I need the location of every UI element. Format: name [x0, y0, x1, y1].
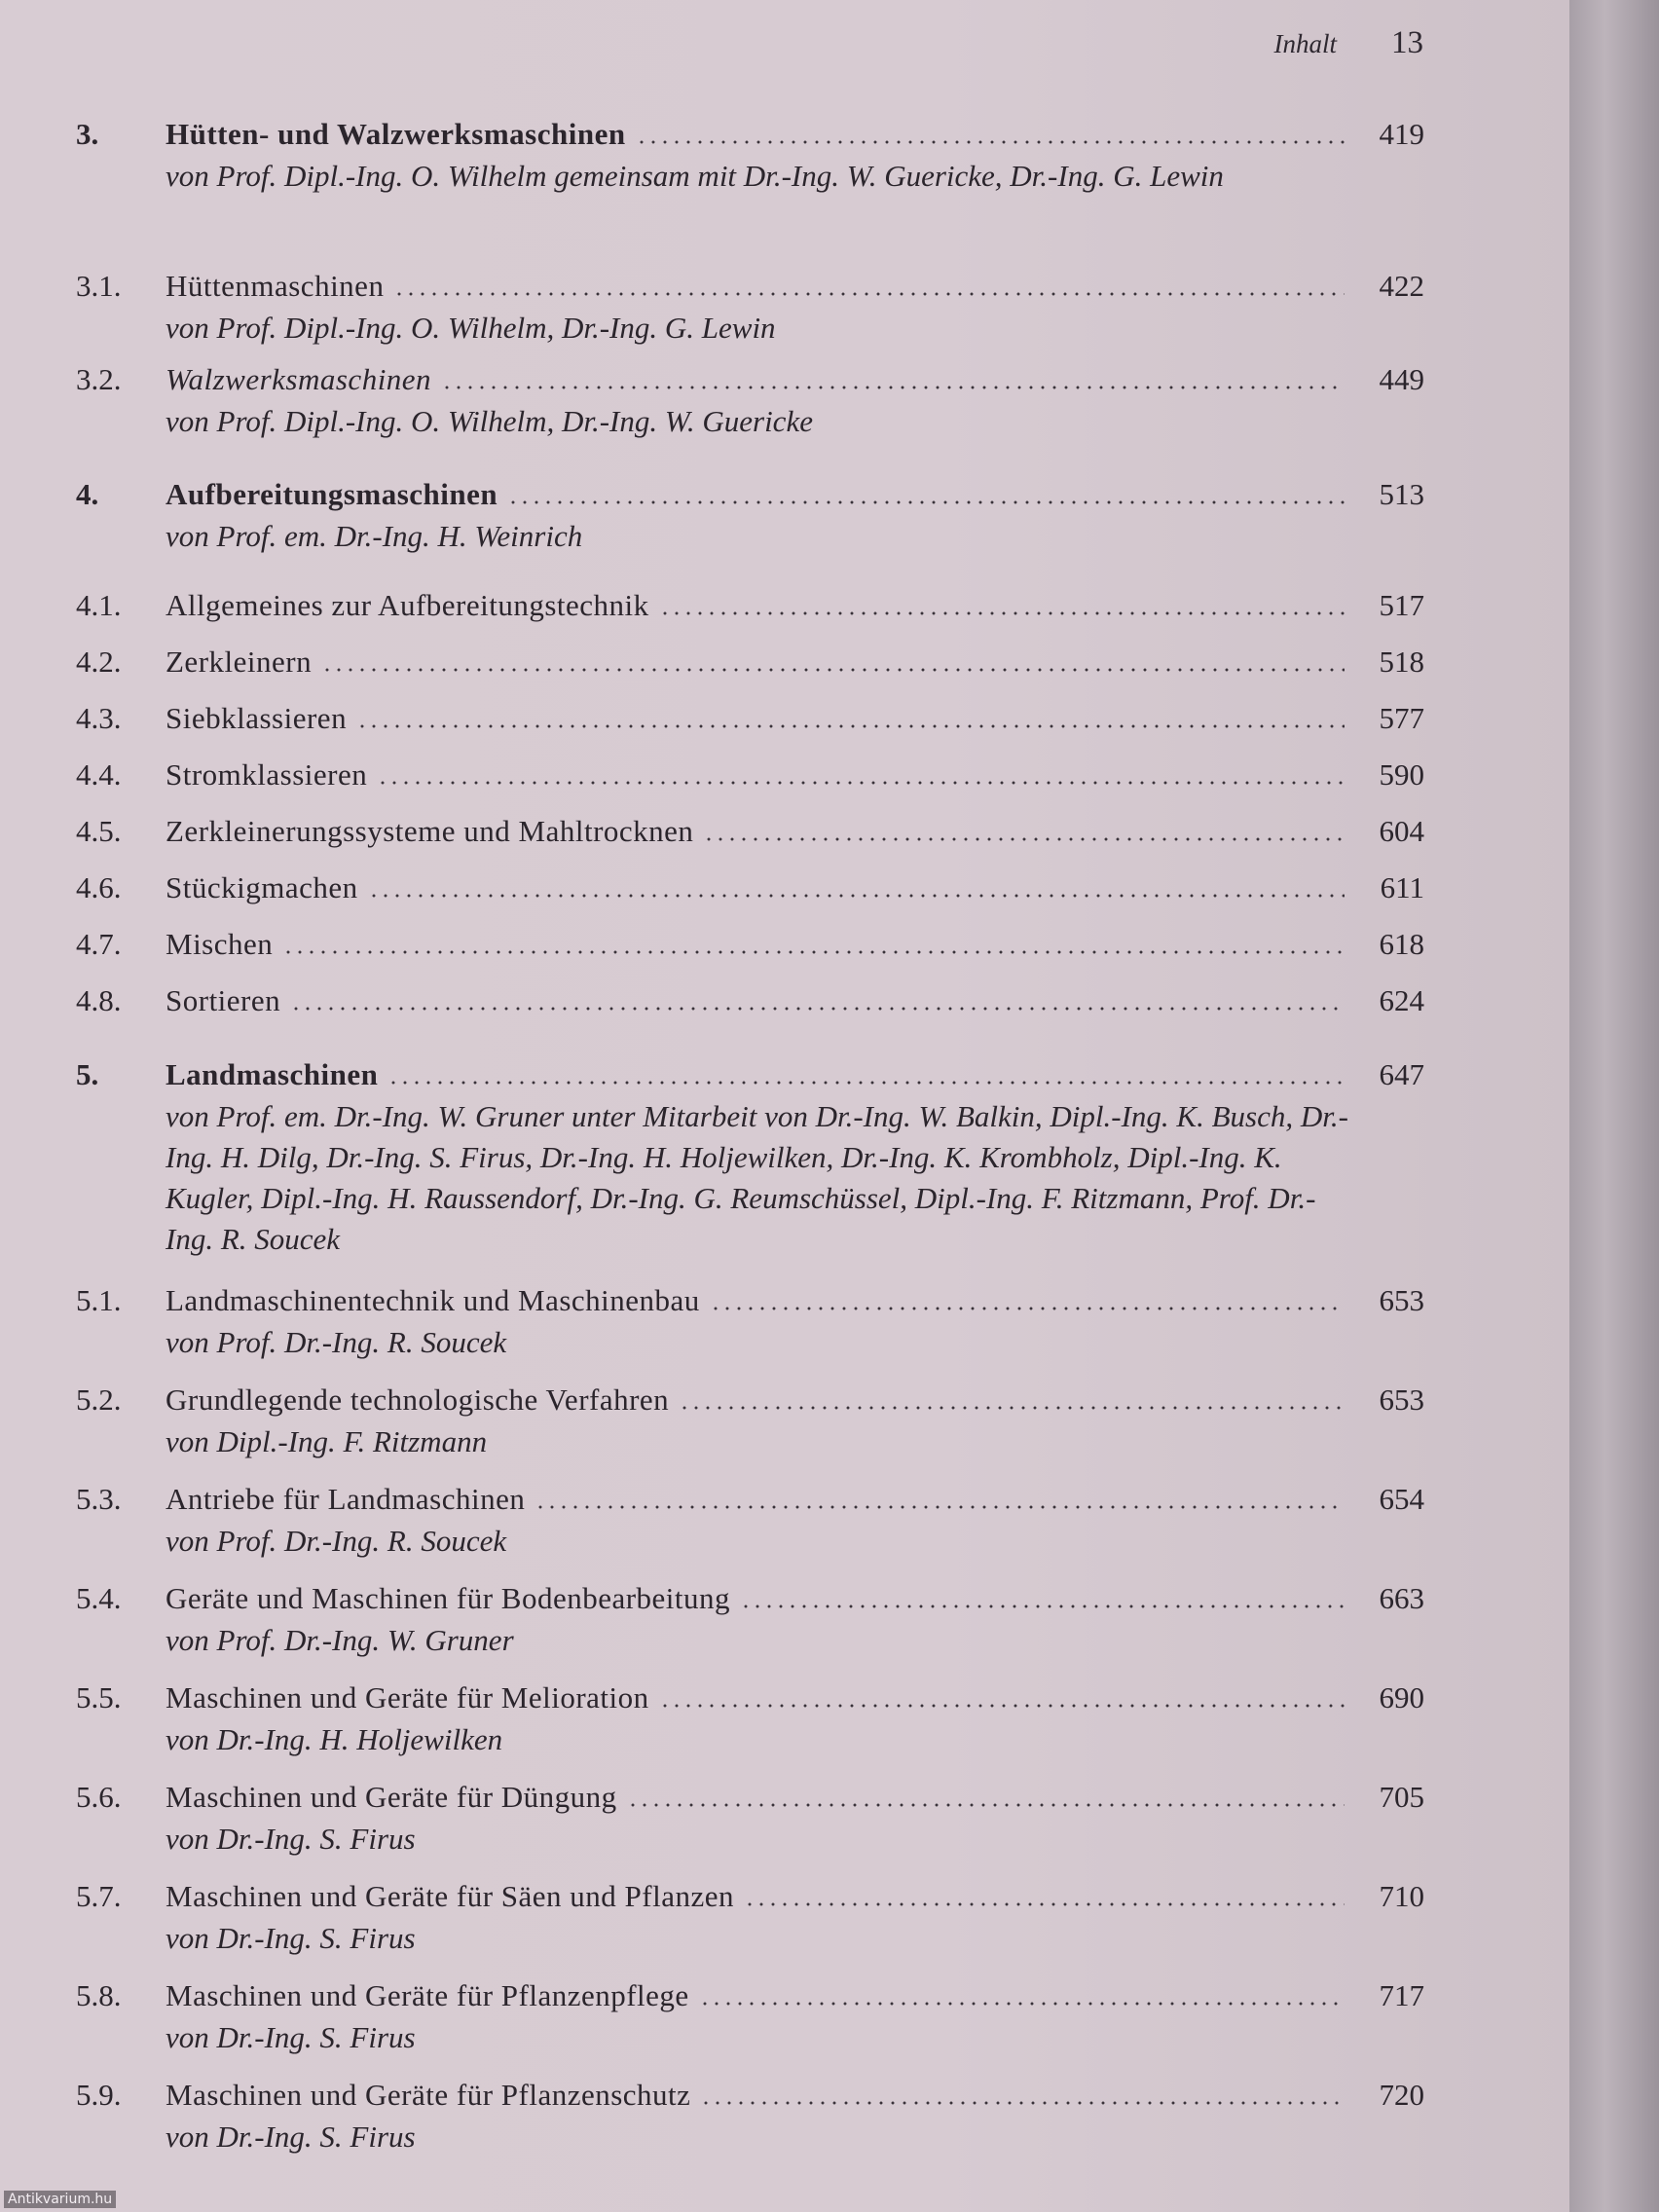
- page-ref: 419: [1379, 117, 1424, 151]
- running-header: [1274, 25, 1424, 61]
- leader-dots: [356, 724, 1345, 728]
- toc-entry: [76, 927, 1424, 962]
- section-title: Hütten- und Walzwerksmaschinen: [166, 117, 626, 151]
- section-number: 3.1.: [76, 269, 122, 303]
- toc-entry: [76, 757, 1424, 793]
- page-ref: 624: [1379, 983, 1424, 1017]
- section-title: Antriebe für Landmaschinen: [166, 1482, 526, 1516]
- section-number: 5.4.: [76, 1581, 122, 1615]
- section-author: von Prof. Dr.-Ing. W. Gruner: [166, 1623, 514, 1657]
- toc-entry: [76, 701, 1424, 736]
- leader-dots: [679, 1406, 1345, 1410]
- leader-dots: [535, 1505, 1345, 1509]
- section-number: 4.2.: [76, 645, 122, 679]
- section-title: Zerkleinern: [166, 645, 313, 679]
- section-number: 4.3.: [76, 701, 122, 735]
- section-number: 4.8.: [76, 983, 122, 1017]
- toc-entry: [76, 1382, 1424, 1462]
- leader-dots: [740, 1604, 1345, 1608]
- section-title: Maschinen und Geräte für Melioration: [166, 1680, 649, 1714]
- page-ref: 518: [1379, 645, 1424, 679]
- section-title: Maschinen und Geräte für Düngung: [166, 1780, 617, 1814]
- section-number: 5.3.: [76, 1482, 122, 1516]
- leader-dots: [659, 1704, 1345, 1708]
- toc-entry: [76, 1680, 1424, 1760]
- page-ref: 663: [1379, 1581, 1424, 1615]
- page-ref: 720: [1379, 2078, 1424, 2112]
- section-number: 5.1.: [76, 1283, 122, 1317]
- section-number: 5.: [76, 1057, 99, 1091]
- section-title: Maschinen und Geräte für Pflanzenpflege: [166, 1978, 689, 2012]
- section-title: Maschinen und Geräte für Säen und Pflanzen: [166, 1879, 734, 1913]
- section-number: 3.2.: [76, 362, 122, 396]
- leader-dots: [627, 1803, 1345, 1807]
- section-title: Geräte und Maschinen für Bodenbearbeitung: [166, 1581, 731, 1615]
- page-ref: 717: [1379, 1978, 1424, 2012]
- page-ref: 618: [1379, 927, 1424, 961]
- section-title: Aufbereitungsmaschinen: [166, 477, 498, 511]
- toc-entry: [76, 1057, 1424, 1260]
- section-author: von Prof. Dr.-Ing. R. Soucek: [166, 1524, 507, 1558]
- section-title: Landmaschinen: [166, 1057, 379, 1091]
- section-number: 5.9.: [76, 2078, 122, 2112]
- leader-dots: [507, 500, 1345, 504]
- leader-dots: [659, 611, 1345, 615]
- leader-dots: [441, 386, 1345, 389]
- page-ref: 604: [1379, 814, 1424, 848]
- section-author: von Prof. em. Dr.-Ing. W. Gruner unter Mitarbeit von Dr.-Ing. W. Balkin, Dipl.-Ing. K. Busch, Dr.-Ing. H. Dilg, Dr.-Ing. S. Firus, Dr.-Ing. H. Holjewilken, Dr.-Ing. K. Krombholz, Dipl.-Ing. K. Kugler, Dipl.-Ing. H. Raussendorf, Dr.-Ing. G. Reumschüssel, Dipl.-Ing. F. Ritzmann, Prof. Dr.-Ing. R. Soucek: [166, 1099, 1348, 1256]
- leader-dots: [282, 950, 1345, 954]
- page-edge: [1569, 0, 1659, 2212]
- toc-entry: [76, 117, 1424, 197]
- section-author: von Prof. Dr.-Ing. R. Soucek: [166, 1325, 507, 1359]
- page-ref: 611: [1380, 870, 1424, 904]
- leader-dots: [377, 781, 1345, 785]
- section-title: Mischen: [166, 927, 274, 961]
- section-title: Siebklassieren: [166, 701, 348, 735]
- section-number: 4.4.: [76, 757, 122, 792]
- section-title: Zerkleinerungssysteme und Mahltrocknen: [166, 814, 694, 848]
- toc-entry: [76, 477, 1424, 557]
- toc-entry: [76, 362, 1424, 442]
- section-number: 4.: [76, 477, 99, 511]
- section-author: von Dr.-Ing. S. Firus: [166, 2120, 416, 2154]
- section-title: Stromklassieren: [166, 757, 368, 792]
- leader-dots: [393, 292, 1345, 296]
- section-title: Allgemeines zur Aufbereitungstechnik: [166, 588, 649, 622]
- section-number: 5.8.: [76, 1978, 122, 2012]
- toc-entry: [76, 814, 1424, 849]
- section-number: 4.5.: [76, 814, 122, 848]
- leader-dots: [368, 894, 1345, 898]
- header-title: Inhalt: [1273, 29, 1337, 58]
- toc-entry: [76, 1283, 1424, 1363]
- header-page-number: 13: [1391, 25, 1423, 60]
- section-number: 5.5.: [76, 1680, 122, 1714]
- toc-entry: [76, 645, 1424, 680]
- page-ref: 705: [1379, 1780, 1424, 1814]
- leader-dots: [699, 2002, 1345, 2006]
- section-author: von Dr.-Ing. H. Holjewilken: [166, 1722, 503, 1756]
- leader-dots: [636, 140, 1345, 144]
- section-author: von Prof. Dipl.-Ing. O. Wilhelm gemeinsam mit Dr.-Ing. W. Guericke, Dr.-Ing. G. Lewin: [166, 159, 1224, 193]
- page-ref: 710: [1379, 1879, 1424, 1913]
- section-number: 4.7.: [76, 927, 122, 961]
- section-title: Sortieren: [166, 983, 281, 1017]
- page-ref: 422: [1379, 269, 1424, 303]
- section-number: 4.6.: [76, 870, 122, 904]
- section-title: Maschinen und Geräte für Pflanzenschutz: [166, 2078, 691, 2112]
- page-ref: 654: [1379, 1482, 1424, 1516]
- section-author: von Prof. Dipl.-Ing. O. Wilhelm, Dr.-Ing. W. Guericke: [166, 404, 813, 438]
- leader-dots: [321, 668, 1345, 672]
- section-number: 5.6.: [76, 1780, 122, 1814]
- section-number: 5.7.: [76, 1879, 122, 1913]
- page-ref: 513: [1379, 477, 1424, 511]
- page-ref: 647: [1379, 1057, 1424, 1091]
- page-ref: 690: [1379, 1680, 1424, 1714]
- leader-dots: [700, 2101, 1345, 2105]
- toc-entry: [76, 870, 1424, 905]
- leader-dots: [710, 1307, 1345, 1310]
- section-author: von Dipl.-Ing. F. Ritzmann: [166, 1424, 488, 1458]
- section-title: Stückigmachen: [166, 870, 358, 904]
- leader-dots: [744, 1902, 1345, 1906]
- leader-dots: [703, 837, 1345, 841]
- toc-entry: [76, 588, 1424, 623]
- page-ref: 577: [1379, 701, 1424, 735]
- toc-entry: [76, 983, 1424, 1018]
- toc-entry: [76, 1978, 1424, 2058]
- section-author: von Dr.-Ing. S. Firus: [166, 1921, 416, 1955]
- leader-dots: [290, 1007, 1345, 1011]
- section-author: von Dr.-Ing. S. Firus: [166, 1822, 416, 1856]
- section-title: Hüttenmaschinen: [166, 269, 385, 303]
- toc-entry: [76, 1581, 1424, 1661]
- toc-entry: [76, 1780, 1424, 1860]
- toc-entry: [76, 2078, 1424, 2157]
- section-number: 4.1.: [76, 588, 122, 622]
- section-number: 5.2.: [76, 1382, 122, 1417]
- section-author: von Prof. em. Dr.-Ing. H. Weinrich: [166, 519, 583, 553]
- toc-entry: [76, 1879, 1424, 1959]
- watermark: Antikvarium.hu: [4, 2191, 116, 2208]
- section-author: von Dr.-Ing. S. Firus: [166, 2020, 416, 2054]
- page-ref: 653: [1379, 1382, 1424, 1417]
- leader-dots: [387, 1081, 1345, 1085]
- section-title: Landmaschinentechnik und Maschinenbau: [166, 1283, 700, 1317]
- page-ref: 517: [1379, 588, 1424, 622]
- section-title: Grundlegende technologische Verfahren: [166, 1382, 670, 1417]
- section-author: von Prof. Dipl.-Ing. O. Wilhelm, Dr.-Ing. G. Lewin: [166, 311, 776, 345]
- toc-entry: [76, 1482, 1424, 1562]
- section-title: Walzwerksmaschinen: [166, 362, 432, 396]
- toc-entry: [76, 269, 1424, 349]
- section-number: 3.: [76, 117, 99, 151]
- page-ref: 449: [1379, 362, 1424, 396]
- page-ref: 590: [1379, 757, 1424, 792]
- page-ref: 653: [1379, 1283, 1424, 1317]
